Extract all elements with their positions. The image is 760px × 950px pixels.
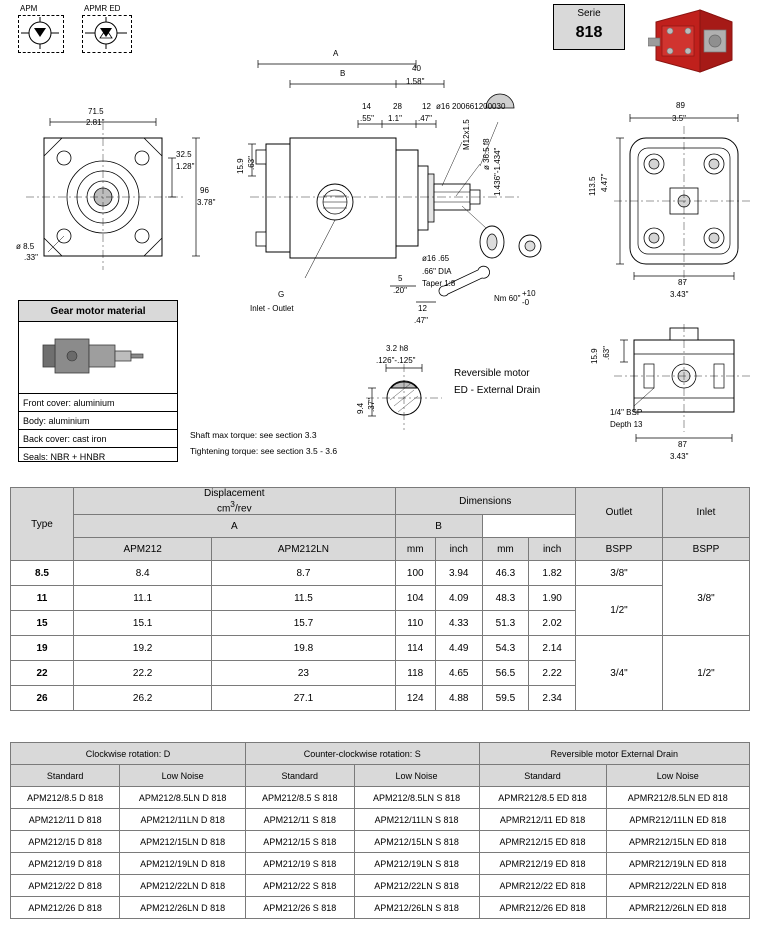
- cell-apm212ln: 11.5: [212, 586, 395, 611]
- code-cell: APM212/15 D 818: [11, 831, 120, 853]
- code-cell: APMR212/15LN ED 818: [606, 831, 749, 853]
- table-row: [11, 636, 750, 661]
- header-inlet-g: BSPP: [663, 538, 750, 561]
- cell-b-inch: 2.14: [529, 636, 576, 661]
- symbol-apmr-ed-icon: [82, 15, 130, 51]
- table-row: [11, 831, 750, 853]
- side-dim-28: 28: [393, 102, 402, 111]
- cell-apm212ln: 23: [212, 661, 395, 686]
- key-dim-0-37in: .37": [367, 398, 376, 412]
- code-cell: APMR212/11 ED 818: [479, 809, 606, 831]
- front-dim-71-5: 71.5: [88, 107, 104, 116]
- symbol-apm-label: APM: [20, 4, 38, 13]
- side-dim-66in-dia: .66" DIA: [422, 267, 452, 276]
- code-cell: APM212/8.5LN D 818: [120, 787, 246, 809]
- cell-b-mm: 51.3: [482, 611, 529, 636]
- cell-apm212: 8.4: [74, 561, 212, 586]
- cell-a-mm: 110: [395, 611, 435, 636]
- side-label-g: G: [278, 290, 285, 299]
- code-cell: APM212/19 S 818: [245, 853, 354, 875]
- key-dim-9-4: 9.4: [356, 402, 365, 414]
- cell-b-inch: 2.34: [529, 686, 576, 711]
- key-detail-drawing: [356, 344, 556, 434]
- codes-sub-standard-ed: Standard: [479, 765, 606, 787]
- symbol-apm-icon: [18, 15, 62, 51]
- material-row-back-cover: Back cover: cast iron: [19, 429, 177, 447]
- reversible-motor-caption-line1: Reversible motor: [454, 368, 530, 379]
- rear-dim-3-43in: 3.43": [670, 290, 689, 299]
- table-row: [11, 897, 750, 919]
- key-dim-126-125in: .126"-.125": [376, 356, 416, 365]
- cell-b-inch: 2.02: [529, 611, 576, 636]
- code-cell: APM212/26LN D 818: [120, 897, 246, 919]
- side-dim-nm60: Nm 60": [494, 294, 521, 303]
- cell-apm212: 22.2: [74, 661, 212, 686]
- code-cell: APM212/8.5 S 818: [245, 787, 354, 809]
- side-dim-12-bottom: 12: [418, 304, 427, 313]
- drain-dim-15-9: 15.9: [590, 348, 599, 364]
- header-apm212ln: APM212LN: [212, 538, 395, 561]
- header-b-inch: inch: [529, 538, 576, 561]
- cell-a-inch: 4.49: [435, 636, 482, 661]
- side-dim-nm60-plus: +10: [522, 289, 536, 298]
- header-displacement: [74, 488, 396, 515]
- header-inlet: Inlet: [663, 488, 750, 538]
- front-dim-0-33in: .33": [24, 253, 38, 262]
- header-a-inch: inch: [435, 538, 482, 561]
- side-dim-b: B: [340, 69, 346, 78]
- code-cell: APM212/26 S 818: [245, 897, 354, 919]
- codes-group-reversible: Reversible motor External Drain: [479, 743, 749, 765]
- code-cell: APM212/15LN S 818: [354, 831, 479, 853]
- side-dim-5: 5: [398, 274, 403, 283]
- cell-type: 11: [11, 586, 74, 611]
- table-row: [11, 787, 750, 809]
- side-dim-14: 14: [362, 102, 371, 111]
- cell-b-mm: 48.3: [482, 586, 529, 611]
- rear-view-drawing: [588, 96, 760, 302]
- gear-motor-material-box: [18, 300, 178, 462]
- key-dim-3-2h8: 3.2 h8: [386, 344, 409, 353]
- code-cell: APM212/11 D 818: [11, 809, 120, 831]
- codes-group-counter-clockwise: Counter-clockwise rotation: S: [245, 743, 479, 765]
- code-cell: APM212/11LN D 818: [120, 809, 246, 831]
- code-cell: APM212/19LN D 818: [120, 853, 246, 875]
- cell-b-inch: 1.90: [529, 586, 576, 611]
- cell-a-mm: 100: [395, 561, 435, 586]
- code-cell: APM212/11 S 818: [245, 809, 354, 831]
- cell-b-inch: 1.82: [529, 561, 576, 586]
- cell-apm212: 26.2: [74, 686, 212, 711]
- code-cell: APMR212/11LN ED 818: [606, 809, 749, 831]
- cell-outlet-g: 3/8": [576, 561, 663, 586]
- codes-sub-lownoise-d: Low Noise: [120, 765, 246, 787]
- codes-sub-standard-s: Standard: [245, 765, 354, 787]
- header-dim-a: A: [74, 515, 396, 538]
- gear-motor-material-title: Gear motor material: [19, 301, 177, 322]
- side-dim-0-47in-bottom: .47": [414, 316, 428, 325]
- side-dim-0-20in: .20": [393, 286, 407, 295]
- drain-label-depth: Depth 13: [610, 420, 643, 429]
- side-dim-d16-code: ø16 200661200030: [436, 102, 506, 111]
- front-dim-32-5: 32.5: [176, 150, 192, 159]
- material-row-front-cover: Front cover: aluminium: [19, 393, 177, 411]
- code-cell: APM212/22 D 818: [11, 875, 120, 897]
- cell-b-mm: 59.5: [482, 686, 529, 711]
- reversible-motor-caption-line2: ED - External Drain: [454, 385, 541, 396]
- side-dim-taper: Taper 1:8: [422, 279, 456, 288]
- code-cell: APMR212/22LN ED 818: [606, 875, 749, 897]
- cell-a-mm: 124: [395, 686, 435, 711]
- drain-dim-3-43in: 3.43": [670, 452, 689, 461]
- code-cell: APMR212/19 ED 818: [479, 853, 606, 875]
- table-row: [11, 875, 750, 897]
- cell-a-mm: 118: [395, 661, 435, 686]
- cell-type: 15: [11, 611, 74, 636]
- table-row: [11, 853, 750, 875]
- side-dim-nm60-minus: -0: [522, 298, 530, 307]
- side-dim-0-55in: .55": [360, 114, 374, 123]
- rear-dim-4-47in: 4.47": [600, 173, 609, 192]
- drain-dim-0-63in: .63": [602, 346, 611, 360]
- header-dim-b: B: [395, 515, 482, 538]
- cell-type: 19: [11, 636, 74, 661]
- rear-dim-3-5in: 3.5": [672, 114, 686, 123]
- drain-port-view-drawing: [590, 320, 760, 465]
- code-cell: APMR212/8.5LN ED 818: [606, 787, 749, 809]
- side-dim-1-58in: 1.58": [406, 77, 425, 86]
- code-cell: APMR212/15 ED 818: [479, 831, 606, 853]
- code-cell: APM212/19 D 818: [11, 853, 120, 875]
- front-dim-1-28in: 1.28": [176, 162, 195, 171]
- symbol-apmr-ed-label: APMR ED: [84, 4, 121, 13]
- header-a-mm: mm: [395, 538, 435, 561]
- rear-dim-113-5: 113.5: [588, 176, 597, 196]
- header-outlet-g: BSPP: [576, 538, 663, 561]
- header-type: Type: [11, 488, 74, 561]
- cell-inlet-g: 3/8": [663, 561, 750, 636]
- code-cell: APM212/15 S 818: [245, 831, 354, 853]
- cell-apm212ln: 15.7: [212, 611, 395, 636]
- cell-apm212ln: 19.8: [212, 636, 395, 661]
- side-dim-a: A: [333, 49, 339, 58]
- serie-value: 818: [575, 24, 603, 41]
- material-row-seals: Seals: NBR + HNBR: [19, 447, 177, 465]
- rear-dim-89: 89: [676, 101, 685, 110]
- cell-b-mm: 56.5: [482, 661, 529, 686]
- header-outlet: Outlet: [576, 488, 663, 538]
- code-cell: APMR212/26 ED 818: [479, 897, 606, 919]
- code-cell: APM212/15LN D 818: [120, 831, 246, 853]
- codes-group-clockwise: Clockwise rotation: D: [11, 743, 246, 765]
- cell-type: 22: [11, 661, 74, 686]
- codes-sub-lownoise-s: Low Noise: [354, 765, 479, 787]
- side-dim-0-63in: .63": [247, 156, 256, 170]
- cell-apm212ln: 27.1: [212, 686, 395, 711]
- cell-apm212ln: 8.7: [212, 561, 395, 586]
- cell-apm212: 11.1: [74, 586, 212, 611]
- side-dim-d36-5f8: ø 36.5 f8: [482, 138, 491, 170]
- cell-a-inch: 4.33: [435, 611, 482, 636]
- cell-inlet-g: 1/2": [663, 636, 750, 711]
- dimensions-table: [10, 487, 750, 711]
- cell-b-mm: 46.3: [482, 561, 529, 586]
- header-b-mm: mm: [482, 538, 529, 561]
- cell-a-mm: 114: [395, 636, 435, 661]
- codes-sub-standard-d: Standard: [11, 765, 120, 787]
- table-row: [11, 586, 750, 611]
- code-cell: APMR212/8.5 ED 818: [479, 787, 606, 809]
- side-dim-m12x1-5: M12x1.5: [462, 119, 471, 150]
- product-codes-table: [10, 742, 750, 919]
- code-cell: APM212/22LN D 818: [120, 875, 246, 897]
- header-dimensions: Dimensions: [395, 488, 575, 515]
- cell-outlet-g: 3/4": [576, 636, 663, 711]
- table-row: [11, 561, 750, 586]
- code-cell: APM212/22LN S 818: [354, 875, 479, 897]
- table-row: [11, 809, 750, 831]
- cell-outlet-g: 1/2": [576, 586, 663, 636]
- cell-a-inch: 4.88: [435, 686, 482, 711]
- header-displacement-unit: $cm^3$/rev: [216, 499, 252, 515]
- code-cell: APM212/26LN S 818: [354, 897, 479, 919]
- code-cell: APM212/26 D 818: [11, 897, 120, 919]
- note-shaft-torque: Shaft max torque: see section 3.3: [190, 430, 317, 440]
- codes-sub-lownoise-ed: Low Noise: [606, 765, 749, 787]
- drain-label-bsp: 1/4" BSP: [610, 408, 643, 417]
- side-section-drawing: [230, 46, 560, 336]
- front-view-drawing: [14, 90, 214, 275]
- side-dim-d16-65: ø16 .65: [422, 254, 450, 263]
- cell-a-mm: 104: [395, 586, 435, 611]
- code-cell: APM212/8.5 D 818: [11, 787, 120, 809]
- code-cell: APM212/22 S 818: [245, 875, 354, 897]
- code-cell: APM212/19LN S 818: [354, 853, 479, 875]
- product-photo: [648, 4, 740, 76]
- cell-type: 8.5: [11, 561, 74, 586]
- material-row-body: Body: aluminium: [19, 411, 177, 429]
- serie-badge: [553, 4, 625, 50]
- code-cell: APMR212/22 ED 818: [479, 875, 606, 897]
- side-dim-1-436-1-434in: 1.436"-1.434": [493, 147, 502, 196]
- drain-dim-87: 87: [678, 440, 687, 449]
- side-dim-40: 40: [412, 64, 421, 73]
- side-dim-15-9: 15.9: [236, 158, 245, 174]
- serie-label: Serie: [577, 8, 601, 19]
- cell-a-inch: 3.94: [435, 561, 482, 586]
- side-dim-0-47in-top: .47": [418, 114, 432, 123]
- side-dim-12-top: 12: [422, 102, 431, 111]
- front-dim-96: 96: [200, 186, 209, 195]
- cell-type: 26: [11, 686, 74, 711]
- header-displacement-label: Displacement: [203, 488, 265, 499]
- cell-apm212: 15.1: [74, 611, 212, 636]
- front-dim-3-78in: 3.78": [197, 198, 216, 207]
- cell-a-inch: 4.65: [435, 661, 482, 686]
- cell-a-inch: 4.09: [435, 586, 482, 611]
- gear-motor-illustration: [39, 325, 159, 389]
- code-cell: APM212/8.5LN S 818: [354, 787, 479, 809]
- side-dim-1-1in: 1.1": [388, 114, 402, 123]
- code-cell: APMR212/26LN ED 818: [606, 897, 749, 919]
- side-label-inlet-outlet: Inlet - Outlet: [250, 304, 294, 313]
- header-apm212: APM212: [74, 538, 212, 561]
- rear-dim-87: 87: [678, 278, 687, 287]
- symbol-apmr-ed-group: [82, 4, 138, 52]
- cell-b-mm: 54.3: [482, 636, 529, 661]
- cell-b-inch: 2.22: [529, 661, 576, 686]
- front-dim-d8-5: ø 8.5: [16, 242, 35, 251]
- code-cell: APM212/11LN S 818: [354, 809, 479, 831]
- symbol-apm-group: [18, 4, 64, 52]
- front-dim-2-81in: 2.81": [86, 118, 105, 127]
- cell-apm212: 19.2: [74, 636, 212, 661]
- code-cell: APMR212/19LN ED 818: [606, 853, 749, 875]
- note-tightening-torque: Tightening torque: see section 3.5 - 3.6: [190, 446, 338, 456]
